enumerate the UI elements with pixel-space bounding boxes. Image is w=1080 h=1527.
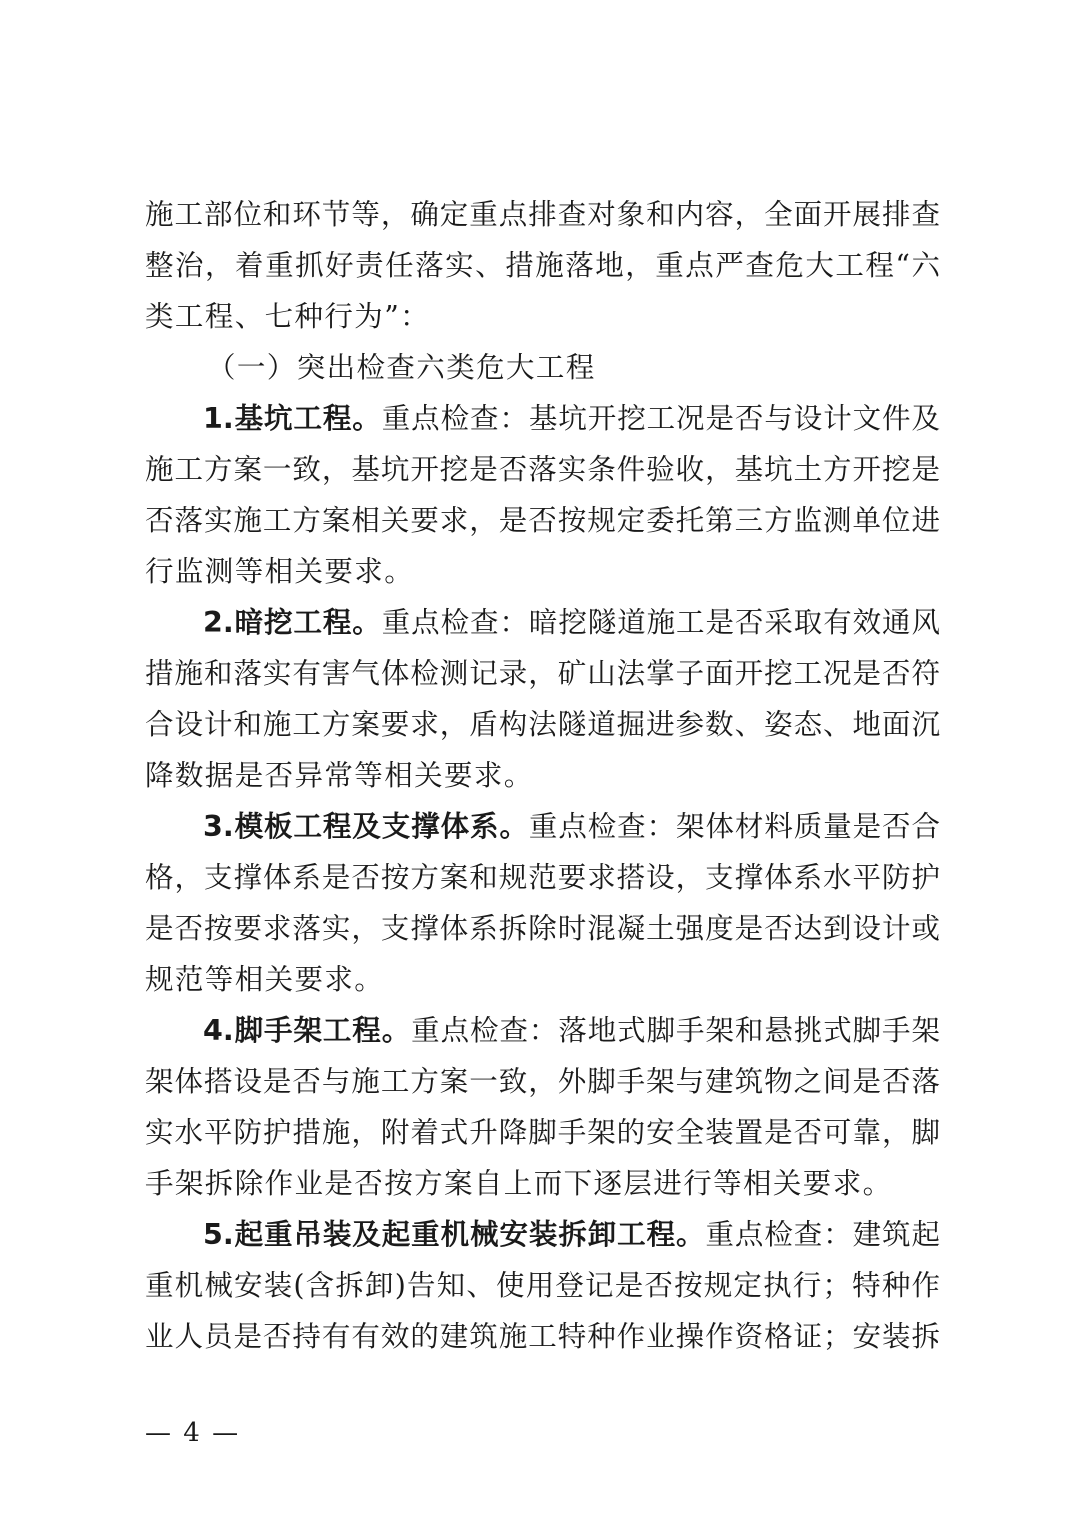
item3-line-4: 规范等相关要求。	[145, 963, 385, 996]
item4-line-2: 架体搭设是否与施工方案一致，外脚手架与建筑物之间是否落	[145, 1065, 940, 1098]
item2-first-text: 重点检查：暗挖隧道施工是否采取有效通风	[381, 606, 940, 639]
item3-first-text: 重点检查：架体材料质量是否合	[528, 810, 940, 843]
item3-first-line	[145, 801, 940, 852]
item2-heading: 2.暗挖工程。	[203, 606, 382, 639]
intro-line-2: 整治，着重抓好责任落实、措施落地，重点严查危大工程“六	[145, 249, 940, 282]
item1-first-text: 重点检查：基坑开挖工况是否与设计文件及	[381, 402, 940, 435]
item2-line-2: 措施和落实有害气体检测记录，矿山法掌子面开挖工况是否符	[145, 657, 940, 690]
item1-line-3: 否落实施工方案相关要求，是否按规定委托第三方监测单位进	[145, 504, 940, 537]
item3-heading: 3.模板工程及支撑体系。	[203, 810, 529, 843]
item2-line-3: 合设计和施工方案要求，盾构法隧道掘进参数、姿态、地面沉	[145, 708, 940, 741]
section-title: （一）突出检查六类危大工程	[207, 351, 596, 384]
item5-line-3: 业人员是否持有有效的建筑施工特种作业操作资格证；安装拆	[145, 1320, 940, 1353]
item4-line-4: 手架拆除作业是否按方案自上而下逐层进行等相关要求。	[145, 1167, 893, 1200]
page-number: — 4 —	[145, 1418, 241, 1448]
item4-first-text: 重点检查：落地式脚手架和悬挑式脚手架	[411, 1014, 940, 1047]
item1-first-line	[145, 393, 940, 444]
item5-first-text: 重点检查：建筑起	[705, 1218, 940, 1251]
item1-line-2: 施工方案一致，基坑开挖是否落实条件验收，基坑土方开挖是	[145, 453, 940, 486]
item4-first-line	[145, 1005, 940, 1056]
item1-line-4: 行监测等相关要求。	[145, 555, 415, 588]
item2-first-line	[145, 597, 940, 648]
item5-heading: 5.起重吊装及起重机械安装拆卸工程。	[203, 1218, 706, 1251]
item3-line-3: 是否按要求落实，支撑体系拆除时混凝土强度是否达到设计或	[145, 912, 940, 945]
document-body	[145, 189, 940, 1362]
item4-heading: 4.脚手架工程。	[203, 1014, 412, 1047]
item3-line-2: 格，支撑体系是否按方案和规范要求搭设，支撑体系水平防护	[145, 861, 940, 894]
intro-line-1: 施工部位和环节等，确定重点排查对象和内容，全面开展排查	[145, 198, 940, 231]
item4-line-3: 实水平防护措施，附着式升降脚手架的安全装置是否可靠，脚	[145, 1116, 940, 1149]
item1-heading: 1.基坑工程。	[203, 402, 382, 435]
item5-first-line	[145, 1209, 940, 1260]
item2-line-4: 降数据是否异常等相关要求。	[145, 759, 534, 792]
item5-line-2: 重机械安装(含拆卸)告知、使用登记是否按规定执行；特种作	[145, 1269, 940, 1302]
intro-line-3: 类工程、七种行为”：	[145, 300, 431, 333]
